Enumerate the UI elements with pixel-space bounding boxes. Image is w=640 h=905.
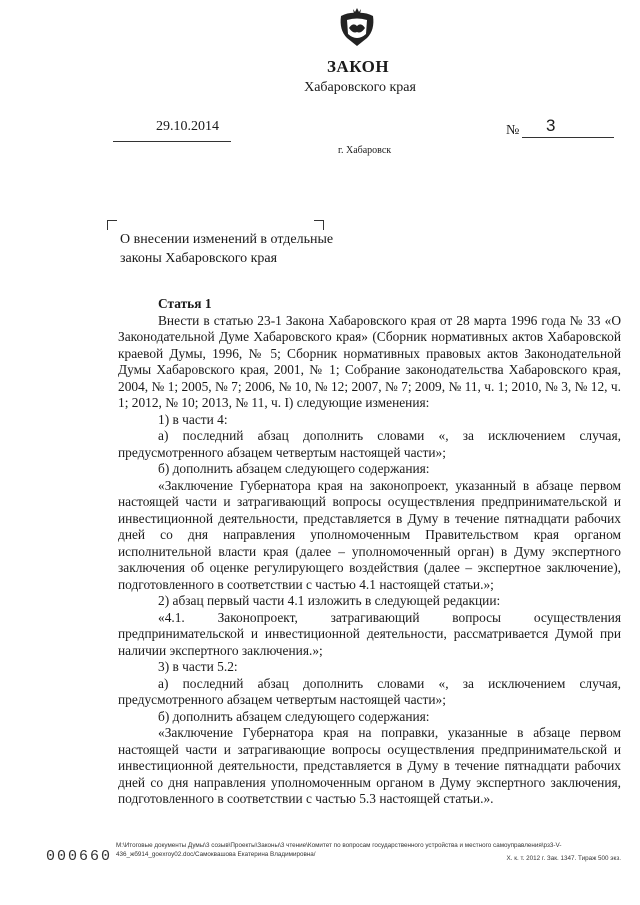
subject-bracket-right xyxy=(314,220,324,230)
article-heading: Статья 1 xyxy=(158,296,212,311)
article-intro: Внести в статью 23-1 Закона Хабаровского края от 28 марта 1996 года № 33 «О Законодательной Думе Хабаровского края» (Сборник нормативных актов Хабаровской краевой Думы, 1996, № 5; Сборник нормативных правовых актов Законодательной Думы Хабаровского края, 2001, № 1; Собрание законодательства Хабаровского края, 2004, № 1; 2005, № 7; 2006, № 10, № 12; 2007, № 7; 2009, № 11, ч. 1; 2010, № 3, № 12, ч. 1; 2012, № 10; 2013, № 11, ч. I) следующие изменения: xyxy=(118,312,621,410)
paragraph-8: а) последний абзац дополнить словами «, за исключением случая, предусмотренного абзацем четвертым настоящей части»; xyxy=(118,675,621,707)
paragraph-3: б) дополнить абзацем следующего содержания: xyxy=(158,461,430,476)
coat-of-arms-emblem xyxy=(335,6,379,50)
city: г. Хабаровск xyxy=(338,145,392,156)
paragraph-7: 3) в части 5.2: xyxy=(158,659,238,674)
article-body xyxy=(118,296,621,808)
paragraph-10: «Заключение Губернатора края на поправки, указанные в абзаце первом настоящей части и затрагивающие вопросы осуществления предпринимательской и инвестиционной деятельности, представляется в Думу в течение пятнадцати рабочих дней со дня направления уполномоченным органом в Думу экспертного заключения, подготовленного в соответствии с частью 5.3 настоящей статьи.». xyxy=(118,725,621,806)
law-title: ЗАКОН xyxy=(326,57,390,76)
subject-line-1: О внесении изменений в отдельные xyxy=(120,232,334,247)
print-info: Х. к. т. 2012 г. Зак. 1347. Тираж 500 экз. xyxy=(506,855,621,862)
subject-bracket-left xyxy=(107,220,117,230)
law-subject xyxy=(120,230,333,268)
paragraph-6: «4.1. Законопроект, затрагивающий вопросы осуществления предпринимательской и инвестиционной деятельности, рассматривается Думой при наличии экспертного заключения.»; xyxy=(118,609,621,658)
number-underline xyxy=(522,137,614,138)
number-label: № xyxy=(506,123,520,138)
paragraph-9: б) дополнить абзацем следующего содержания: xyxy=(158,708,430,724)
law-number: 3 xyxy=(546,116,556,135)
subject-line-2: законы Хабаровского края xyxy=(120,251,278,266)
paragraph-2: а) последний абзац дополнить словами «, за исключением случая, предусмотренного абзацем четвертым настоящей части»; xyxy=(118,428,621,460)
serial-number: 000660 xyxy=(46,848,113,865)
paragraph-4: «Заключение Губернатора края на законопроект, указанный в абзаце первом настоящей части и затрагивающий вопросы осуществления предпринимательской и инвестиционной деятельности, представляется в Думу в течение пятнадцати рабочих дней со дня направления уполномоченным Правительством края органом исполнительной власти края (далее – уполномоченный орган) в Думу экспертного заключения об оценке регулирующего воздействия (далее – экспертное заключение), подготовленного в соответствии с частью 4.1 настоящей статьи.»; xyxy=(118,477,621,592)
paragraph-5: 2) абзац первый части 4.1 изложить в следующей редакции: xyxy=(158,593,501,608)
date-underline xyxy=(113,141,231,142)
file-path: М:\Итоговые документы Думы\3 созыв\Проекты\Законы\3 чтение\Комитет по вопросам государственного устройства и местного самоуправления\рз3-V-436_жб914_goexroy02.doc/Самоквашова Екатерина Владимировна/ xyxy=(116,842,562,858)
law-date: 29.10.2014 xyxy=(156,119,219,134)
paragraph-1: 1) в части 4: xyxy=(158,411,228,427)
law-region: Хабаровского края xyxy=(304,80,416,95)
